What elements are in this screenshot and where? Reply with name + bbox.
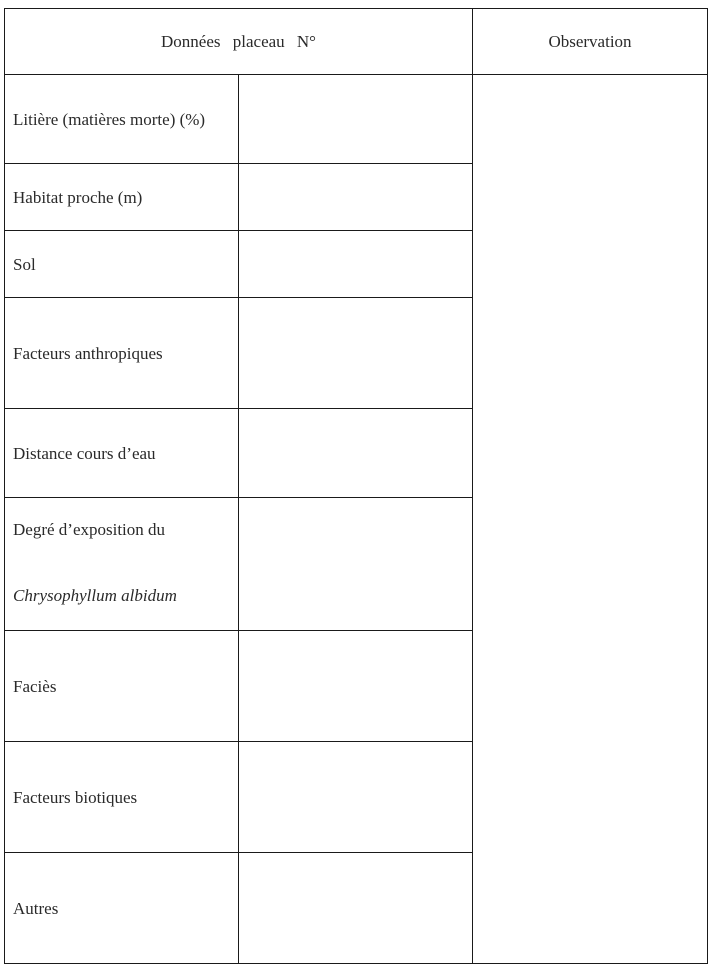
header-word-donnees: Données [161,31,221,51]
row-value-habitat[interactable] [239,164,473,231]
row-label-facteurs-anthropiques: Facteurs anthropiques [5,298,239,409]
table-row-litiere [5,75,708,164]
header-word-placeau: placeau [232,31,285,51]
header-observation: Observation [473,9,708,75]
table-header-row [5,9,708,75]
row-value-facteurs-anthropiques[interactable] [239,298,473,409]
row-value-degre-exposition[interactable] [239,498,473,631]
row-label-litiere: Litière (matières morte) (%) [5,75,239,164]
row-label-facies: Faciès [5,631,239,742]
row-value-litiere[interactable] [239,75,473,164]
row-label-habitat: Habitat proche (m) [5,164,239,231]
species-name: Chrysophyllum albidum [13,586,177,605]
row-label-degre-exposition-text: Degré d’exposition du [13,520,166,539]
row-label-distance-cours-eau: Distance cours d’eau [5,409,239,498]
row-value-autres[interactable] [239,853,473,964]
row-label-sol: Sol [5,231,239,298]
header-word-numero: N° [296,31,316,51]
row-label-facteurs-biotiques: Facteurs biotiques [5,742,239,853]
row-value-facies[interactable] [239,631,473,742]
row-value-distance-cours-eau[interactable] [239,409,473,498]
row-value-sol[interactable] [239,231,473,298]
field-data-table [4,8,708,964]
row-label-degre-exposition [5,498,239,631]
observation-cell[interactable] [473,75,708,964]
row-value-facteurs-biotiques[interactable] [239,742,473,853]
row-label-autres: Autres [5,853,239,964]
header-donnees-placeau [5,9,473,75]
